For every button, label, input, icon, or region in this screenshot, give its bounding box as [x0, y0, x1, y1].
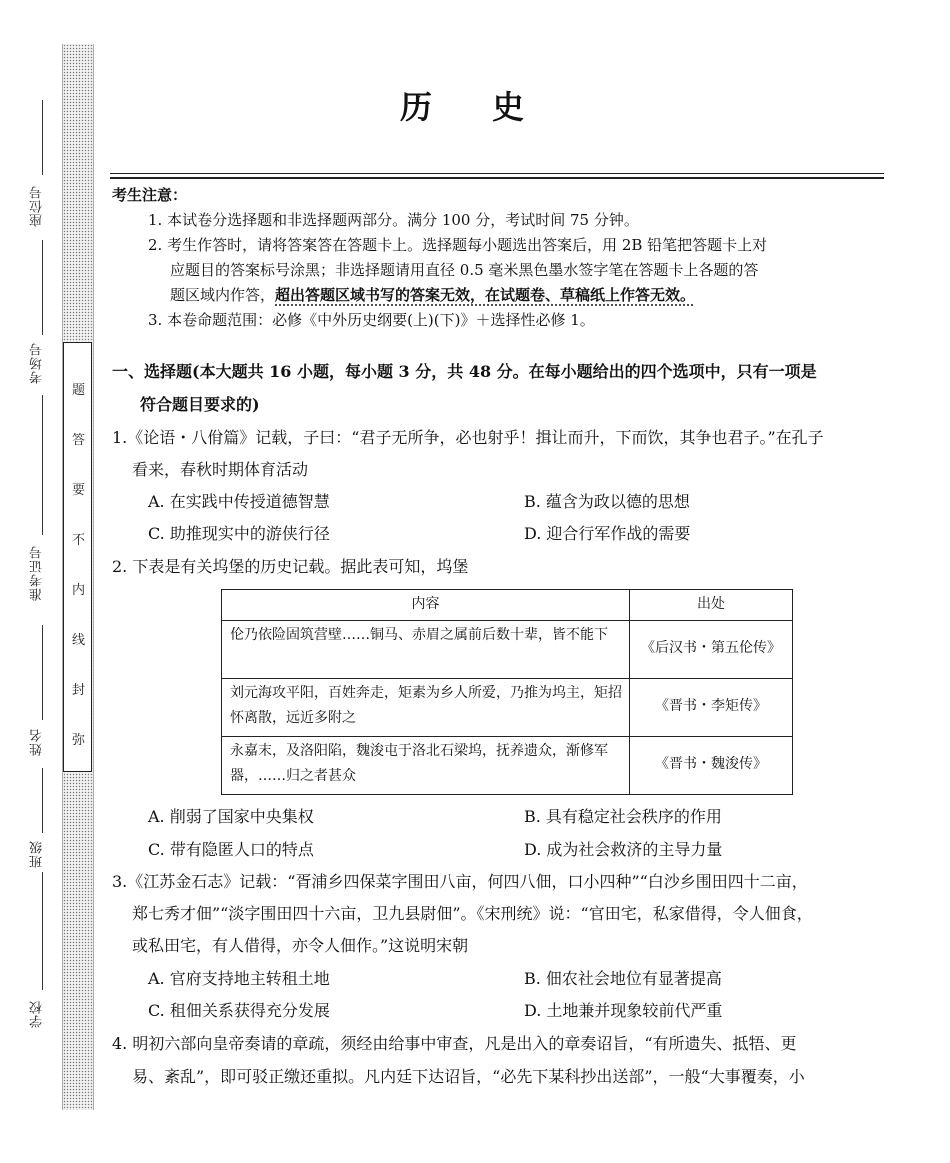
seal-char: 不: [71, 533, 85, 548]
question-4-stem: 4. 明初六部向皇帝奏请的章疏，须经由给事中审查，凡是出入的章奏诏旨，“有所遗失、抵牾、更: [112, 1034, 797, 1053]
admission-number-line: [42, 395, 43, 535]
question-2-table: [221, 589, 793, 795]
seal-char: 答: [71, 433, 85, 448]
section-1-heading: 一、选择题(本大题共 16 小题，每小题 3 分，共 48 分。在每小题给出的四个选项中，只有一项是: [112, 362, 817, 381]
seat-number-line: [42, 100, 43, 175]
table-divider: [222, 620, 792, 621]
section-1-heading-cont: 符合题目要求的): [140, 395, 260, 414]
notice-item-2-line-3: [170, 288, 695, 303]
question-2-option-a: A. 削弱了国家中央集权: [148, 807, 314, 826]
seal-char: 弥: [71, 733, 85, 748]
table-divider: [222, 736, 792, 737]
seal-char: 内: [71, 583, 85, 598]
admission-number-label: 准考证号: [30, 545, 45, 601]
question-3-option-c: C. 租佃关系获得充分发展: [148, 1001, 330, 1020]
question-1-stem-cont: 看来，春秋时期体育活动: [132, 460, 309, 479]
table-row-1-content: 伦乃依险固筑营壁……铜马、赤眉之属前后数十辈，皆不能下: [230, 627, 608, 643]
question-1-option-b: B. 蕴含为政以德的思想: [524, 492, 690, 511]
seat-number-label: 座位号: [30, 185, 45, 227]
question-3-stem: 3.《江苏金石志》记载：“胥浦乡四保菜字围田八亩，何四八佃，口小四种”“白沙乡围田四十二亩，: [112, 872, 808, 891]
notice-item-2-line-1: 2. 考生作答时，请将答案答在答题卡上。选择题每小题选出答案后，用 2B 铅笔把答题卡上对: [148, 236, 768, 254]
notice-item-2-line-2: 应题目的答案标号涂黑；非选择题请用直径 0.5 毫米黑色墨水签字笔在答题卡上各题的答: [170, 261, 759, 279]
class-line: [42, 768, 43, 833]
notice-item-3: 3. 本卷命题范围：必修《中外历史纲要(上)(下)》＋选择性必修 1。: [148, 311, 595, 329]
question-1-option-d: D. 迎合行军作战的需要: [524, 524, 691, 543]
seal-line-notice: [63, 342, 92, 772]
table-row-3-content: 永嘉末，及洛阳陷，魏浚屯于洛北石梁坞，抚养遗众，渐修军器，……归之者甚众: [230, 743, 608, 784]
table-row-2-content: 刘元海攻平阳，百姓奔走，矩素为乡人所爱，乃推为坞主，矩招怀离散，远近多附之: [230, 685, 622, 726]
binding-margin: [0, 0, 105, 1163]
name-label: 姓名: [30, 728, 45, 756]
page-title: 历史: [400, 88, 585, 126]
notice-emphasis-text: 超出答题区域书写的答案无效，在试题卷、草稿纸上作答无效。: [275, 286, 696, 304]
question-3-stem-cont: 郑七秀才佃”“淡字围田四十六亩，卫九县尉佃”。《宋刑统》说：“官田宅，私家借得，令人佃食，: [132, 904, 813, 923]
notice-item-1: 1. 本试卷分选择题和非选择题两部分。满分 100 分，考试时间 75 分钟。: [148, 211, 639, 229]
question-2-option-c: C. 带有隐匿人口的特点: [148, 840, 314, 859]
exam-room-line: [42, 240, 43, 335]
question-2-option-b: B. 具有稳定社会秩序的作用: [524, 807, 722, 826]
seal-char: 线: [71, 633, 85, 648]
seal-char: 封: [71, 683, 85, 698]
school-label: 学校: [30, 1000, 45, 1028]
table-row-2-source: 《晋书・李矩传》: [655, 698, 767, 714]
question-3-option-a: A. 官府支持地主转租土地: [148, 969, 330, 988]
table-divider: [222, 678, 792, 679]
school-line: [42, 872, 43, 990]
notice-plain-text: 题区域内作答，: [170, 286, 276, 304]
question-4-stem-cont: 易、紊乱”，即可驳正缴还重拟。凡内廷下达诏旨，“必先下某科抄出送部”，一般“大事覆奏，小: [132, 1067, 805, 1086]
question-1-stem: 1.《论语・八佾篇》记载，子曰：“君子无所争，必也射乎！揖让而升，下而饮，其争也君子。”在孔子: [112, 428, 824, 447]
table-row-3-source: 《晋书・魏浚传》: [655, 756, 767, 772]
question-2-stem: 2. 下表是有关坞堡的历史记载。据此表可知，坞堡: [112, 557, 469, 576]
question-2-option-d: D. 成为社会救济的主导力量: [524, 840, 723, 859]
class-label: 班级: [30, 840, 45, 868]
exam-room-label: 考场号: [30, 342, 45, 384]
notice-heading: 考生注意：: [112, 186, 188, 204]
question-3-stem-cont-2: 或私田宅，有人借得，亦令人佃作。”这说明宋朝: [132, 936, 469, 955]
question-1-option-a: A. 在实践中传授道德智慧: [148, 492, 330, 511]
seal-char: 题: [71, 383, 85, 398]
title-rule: [110, 173, 884, 174]
question-3-option-b: B. 佃农社会地位有显著提高: [524, 969, 722, 988]
table-header-content: 内容: [411, 596, 440, 612]
table-row-1-source: 《后汉书・第五伦传》: [641, 640, 781, 656]
title-rule-thick: [110, 177, 884, 179]
question-3-option-d: D. 土地兼并现象较前代严重: [524, 1001, 723, 1020]
question-1-option-c: C. 助推现实中的游侠行径: [148, 524, 330, 543]
table-header-source: 出处: [697, 596, 725, 612]
seal-char: 要: [71, 483, 85, 498]
name-line: [42, 625, 43, 720]
